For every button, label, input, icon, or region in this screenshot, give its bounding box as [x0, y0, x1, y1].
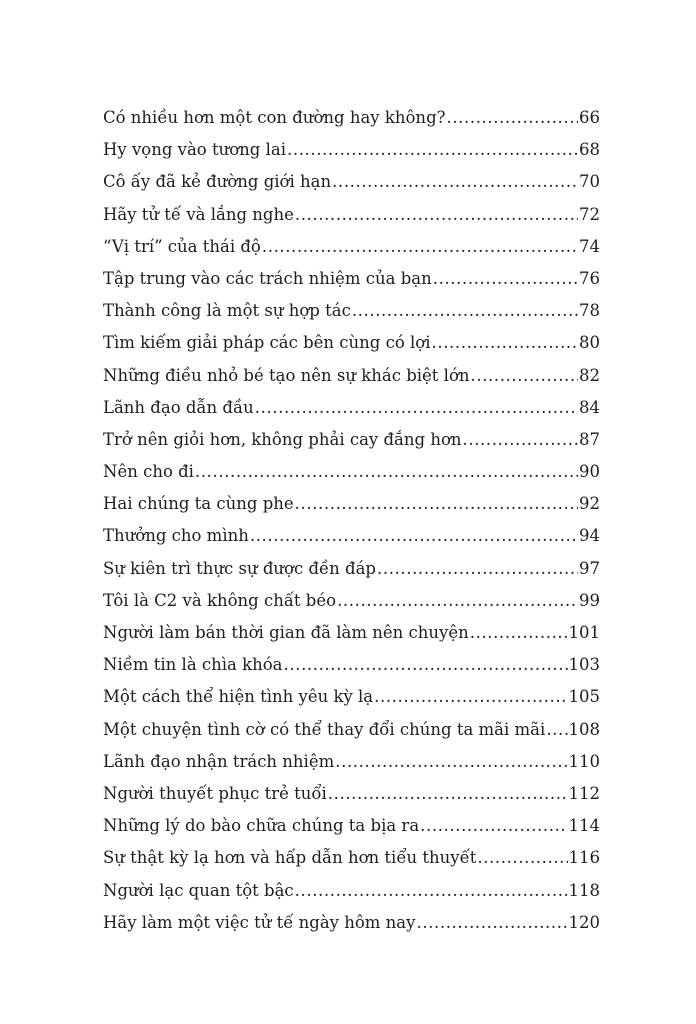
toc-entry-page: 108: [568, 719, 600, 739]
toc-entry-page: 105: [568, 687, 600, 707]
toc-entry-title: Một cách thể hiện tình yêu kỳ lạ: [103, 687, 374, 707]
toc-entry-page: 70: [579, 172, 600, 192]
toc-entry-page: 72: [579, 204, 600, 224]
toc-entry-title: Những điều nhỏ bé tạo nên sự khác biệt lớn: [103, 365, 470, 385]
toc-dot-leader: [446, 108, 578, 127]
toc-entry-title: Thành công là một sự hợp tác: [103, 301, 351, 321]
toc-entry-page: 101: [568, 623, 600, 642]
toc-entry: [103, 623, 600, 655]
toc-entry-title: Cô ấy đã kẻ đường giới hạn: [103, 172, 332, 192]
toc-dot-leader: [295, 205, 578, 224]
toc-dot-leader: [470, 623, 568, 642]
toc-entry-title: Hãy làm một việc tử tế ngày hôm nay: [103, 912, 416, 932]
toc-dot-leader: [374, 687, 567, 706]
toc-entry: [103, 430, 600, 462]
toc-entry-page: 120: [568, 912, 600, 932]
toc-entry-title: “Vị trí” của thái độ: [103, 236, 261, 256]
toc-dot-leader: [420, 816, 567, 835]
toc-entry-title: Trở nên giỏi hơn, không phải cay đắng hơn: [103, 429, 462, 449]
toc-dot-leader: [471, 366, 578, 385]
toc-entry-title: Tìm kiếm giải pháp các bên cùng có lợi: [103, 333, 431, 353]
toc-dot-leader: [284, 655, 568, 674]
toc-entry-page: 116: [568, 848, 600, 868]
toc-entry-title: Có nhiều hơn một con đường hay không?: [103, 108, 446, 127]
toc-entry-title: Một chuyện tình cờ có thể thay đổi chúng ta mãi mãi: [103, 719, 546, 739]
toc-entry: [103, 269, 600, 301]
toc-entry: [103, 462, 600, 494]
toc-entry-title: Lãnh đạo dẫn đầu: [103, 397, 254, 417]
toc-entry: [103, 494, 600, 526]
toc-entry-title: Người thuyết phục trẻ tuổi: [103, 783, 327, 803]
toc-entry-title: Sự kiên trì thực sự được đền đáp: [103, 558, 376, 578]
toc-dot-leader: [463, 430, 578, 449]
toc-entry-title: Nên cho đi: [103, 462, 194, 482]
toc-entry-title: Sự thật kỳ lạ hơn và hấp dẫn hơn tiểu thuyết: [103, 848, 477, 868]
toc-entry: [103, 881, 600, 913]
toc-entry-page: 84: [579, 397, 600, 417]
toc-dot-leader: [337, 591, 578, 610]
toc-entry-page: 68: [579, 140, 600, 160]
toc-dot-leader: [546, 720, 567, 739]
toc-dot-leader: [433, 269, 578, 288]
toc-entry: [103, 591, 600, 623]
toc-entry-page: 118: [568, 880, 600, 900]
toc-dot-leader: [295, 494, 578, 513]
toc-entry-page: 76: [579, 268, 600, 288]
toc-entry-title: Tôi là C2 và không chất béo: [103, 590, 337, 610]
toc-dot-leader: [250, 526, 578, 545]
toc-dot-leader: [295, 881, 568, 900]
toc-entry-page: 66: [579, 108, 600, 127]
toc-entry-page: 112: [568, 783, 600, 803]
toc-entry-page: 99: [579, 590, 600, 610]
toc-entry: [103, 784, 600, 816]
toc-entry-page: 110: [568, 751, 600, 771]
toc-entry-title: Hy vọng vào tương lai: [103, 140, 286, 160]
toc-entry-title: Người lạc quan tột bậc: [103, 880, 294, 900]
toc-entry: [103, 687, 600, 719]
toc-entry: [103, 366, 600, 398]
toc-entry: [103, 816, 600, 848]
toc-dot-leader: [328, 784, 568, 803]
toc-entry-page: 90: [579, 462, 600, 482]
toc-entry: [103, 140, 600, 172]
toc-dot-leader: [352, 301, 578, 320]
toc-entry-title: Người làm bán thời gian đã làm nên chuyện: [103, 623, 469, 642]
toc-entry-title: Lãnh đạo nhận trách nhiệm: [103, 751, 335, 771]
toc-entry-title: Niềm tin là chìa khóa: [103, 655, 283, 675]
toc-entry-page: 80: [579, 333, 600, 353]
toc-entry: [103, 848, 600, 880]
toc-dot-leader: [332, 172, 578, 191]
toc-dot-leader: [287, 140, 578, 159]
toc-entry: [103, 333, 600, 365]
toc-entry: [103, 913, 600, 945]
toc-entry: [103, 398, 600, 430]
toc-entry-page: 74: [579, 236, 600, 256]
toc-entry-page: 103: [568, 655, 600, 675]
table-of-contents: [103, 108, 600, 945]
toc-entry-page: 114: [568, 816, 600, 836]
toc-entry: [103, 655, 600, 687]
toc-entry: [103, 205, 600, 237]
toc-entry-page: 78: [579, 301, 600, 321]
toc-entry-title: Hai chúng ta cùng phe: [103, 494, 294, 514]
toc-entry: [103, 752, 600, 784]
toc-dot-leader: [377, 559, 578, 578]
toc-entry-title: Tập trung vào các trách nhiệm của bạn: [103, 268, 432, 288]
toc-entry: [103, 172, 600, 204]
toc-entry-page: 87: [579, 429, 600, 449]
toc-entry-title: Hãy tử tế và lắng nghe: [103, 204, 294, 224]
toc-entry: [103, 559, 600, 591]
toc-entry: [103, 108, 600, 140]
toc-entry-page: 94: [579, 526, 600, 546]
toc-dot-leader: [255, 398, 578, 417]
toc-entry-title: Những lý do bào chữa chúng ta bịa ra: [103, 816, 420, 836]
toc-dot-leader: [195, 462, 578, 481]
toc-entry-page: 92: [579, 494, 600, 514]
toc-entry: [103, 301, 600, 333]
toc-entry: [103, 526, 600, 558]
toc-entry-page: 97: [579, 558, 600, 578]
toc-dot-leader: [262, 237, 578, 256]
toc-entry-title: Thưởng cho mình: [103, 526, 249, 546]
toc-dot-leader: [477, 848, 567, 867]
toc-entry-page: 82: [579, 365, 600, 385]
toc-entry: [103, 237, 600, 269]
toc-dot-leader: [416, 913, 567, 932]
toc-dot-leader: [432, 333, 579, 352]
toc-dot-leader: [335, 752, 567, 771]
toc-entry: [103, 720, 600, 752]
